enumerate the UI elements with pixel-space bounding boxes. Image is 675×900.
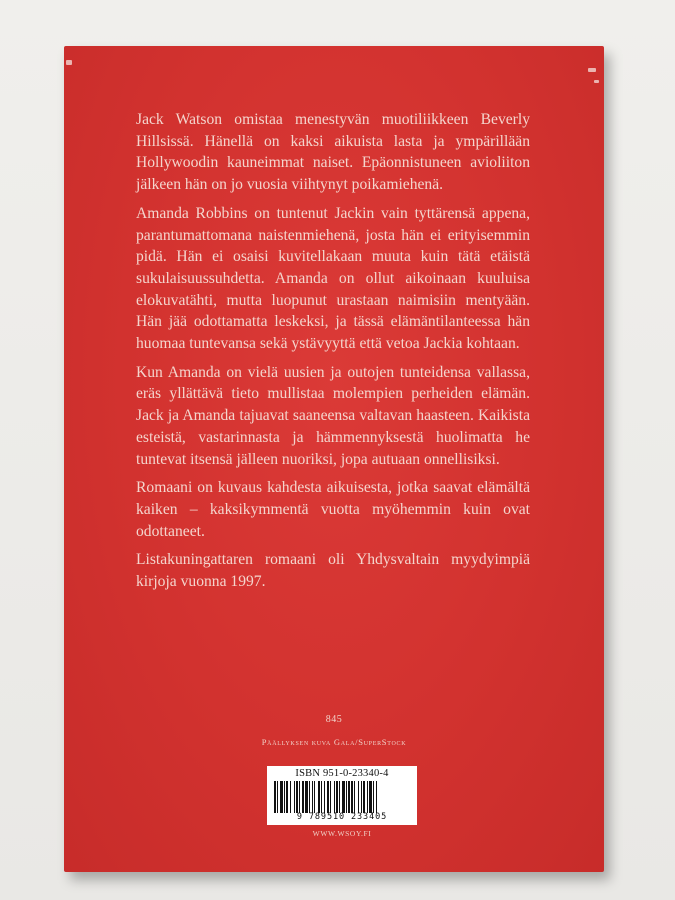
barcode-bar — [348, 781, 350, 813]
barcode-bar — [339, 781, 340, 813]
barcode-bar — [358, 781, 359, 813]
barcode-bar — [367, 781, 368, 813]
barcode-bar — [280, 781, 283, 813]
barcode-bar — [299, 781, 300, 813]
barcode-bar — [318, 781, 320, 813]
barcode-bar — [351, 781, 353, 813]
edge-wear-top-right — [588, 68, 596, 72]
blurb-paragraph-1: Jack Watson omistaa menestyvän muotiliikkeen Beverly Hillsissä. Hänellä on kaksi aikuista lasta ja ympärillään Hollywoodin kauneimmat naiset. Epäonnistuneen avioliiton jälkeen hän on jo vuosia viihtynyt poikamiehenä. — [136, 111, 530, 194]
barcode-bar — [277, 781, 278, 813]
barcode-bar — [294, 781, 295, 813]
barcode-bar — [334, 781, 335, 813]
isbn-number: ISBN 951-0-23340-4 — [295, 768, 389, 779]
barcode-bar — [290, 781, 291, 813]
barcode-bar — [305, 781, 308, 813]
book-back-cover — [64, 46, 604, 872]
barcode-label — [267, 766, 417, 825]
barcode-bar — [302, 781, 304, 813]
publisher-website: WWW.WSOY.FI — [312, 829, 372, 838]
barcode-bar — [363, 781, 365, 813]
edge-wear-right — [594, 80, 599, 83]
barcode-bar — [342, 781, 345, 813]
barcode-bar — [327, 781, 329, 813]
barcode-bar — [274, 781, 276, 813]
barcode-bar — [354, 781, 355, 813]
edge-wear-top-left — [66, 60, 72, 65]
barcode-digits: 9 789510 233405 — [296, 812, 388, 822]
barcode-icon — [272, 781, 412, 813]
cover-footer — [249, 714, 419, 747]
barcode-bar — [324, 781, 325, 813]
barcode-bar — [296, 781, 298, 813]
blurb-paragraph-3: Kun Amanda on vielä uusien ja outojen tunteidensa vallassa, eräs yllättävä tieto mullistaa molempien perheiden elämän. Jack ja Amanda tajuavat saaneensa valtavan haasteen. Kaikista esteistä, vastarinnasta ja hämmennyksestä huolimatta he tuntevat itsensä jälleen nuoriksi, jopa autuaan onnellisiksi. — [136, 363, 530, 468]
blurb-paragraph-5: Listakuningattaren romaani oli Yhdysvaltain myydyimpiä kirjoja vuonna 1997. — [136, 551, 530, 591]
barcode-bar — [373, 781, 374, 813]
product-code: 845 — [325, 714, 343, 725]
barcode-bar — [336, 781, 338, 813]
blurb-paragraph-4: Romaani on kuvaus kahdesta aikuisesta, jotka saavat elämältä kaiken – kaksikymmentä vuotta myöhemmin kuin ovat odottaneet. — [136, 479, 530, 540]
barcode-bar — [376, 781, 377, 813]
cover-credit: Päällyksen kuva Gala/SuperStock — [261, 737, 407, 747]
barcode-bar — [312, 781, 313, 813]
barcode-bar — [346, 781, 347, 813]
blurb-text — [136, 109, 530, 600]
blurb-paragraph-2: Amanda Robbins on tuntenut Jackin vain tyttärensä appena, parantumattomana naistenmiehenä, josta hän ei erityisemmin pidä. Hän ei osaisi kuvitellakaan muuta kuin tätä etäistä sukulaisuussuhdetta. Amanda on ollut aikoinaan kuuluisa elokuvatähti, mutta luopunut urastaan naimisiin mentyään. Hän jää odottamatta leskeksi, ja tässä elämäntilanteessa hän huomaa tuntevansa sekä ystävyyttä että vetoa Jackia kohtaan. — [136, 204, 530, 353]
barcode-bar — [309, 781, 310, 813]
barcode-bar — [361, 781, 362, 813]
barcode-bar — [284, 781, 285, 813]
barcode-bar — [321, 781, 322, 813]
barcode-bar — [330, 781, 331, 813]
barcode-bar — [286, 781, 288, 813]
barcode-bar — [314, 781, 315, 813]
barcode-bar — [369, 781, 372, 813]
